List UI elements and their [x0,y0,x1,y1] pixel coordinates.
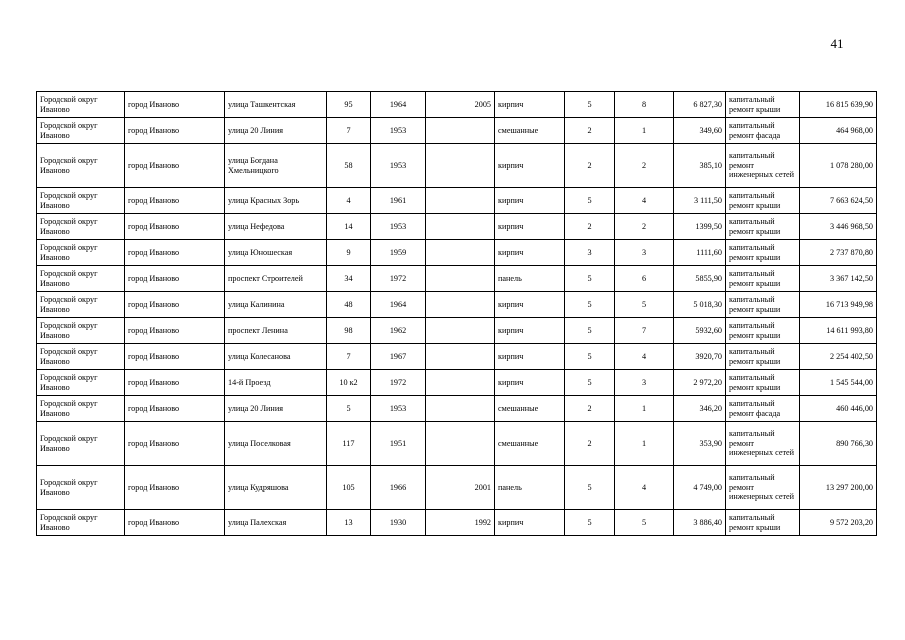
entrances-cell: 3 [615,370,674,396]
year-renovated-cell: 1992 [426,510,495,536]
house-number-cell: 58 [327,144,371,188]
street-cell: улица 20 Линия [225,118,327,144]
floors-cell: 2 [565,118,615,144]
work-type-cell: капитальный ремонт крыши [726,188,800,214]
area-cell: 3920,70 [674,344,726,370]
house-number-cell: 14 [327,214,371,240]
house-number-cell: 34 [327,266,371,292]
house-number-cell: 4 [327,188,371,214]
street-cell: проспект Строителей [225,266,327,292]
year-renovated-cell [426,118,495,144]
cost-cell: 3 367 142,50 [800,266,877,292]
street-cell: улица Красных Зорь [225,188,327,214]
year-built-cell: 1967 [371,344,426,370]
table-row [37,266,877,292]
district-cell: Городской округ Иваново [37,370,125,396]
entrances-cell: 5 [615,292,674,318]
table-row [37,118,877,144]
year-renovated-cell [426,370,495,396]
house-number-cell: 7 [327,118,371,144]
district-cell: Городской округ Иваново [37,214,125,240]
entrances-cell: 1 [615,396,674,422]
table-row [37,188,877,214]
house-number-cell: 7 [327,344,371,370]
wall-material-cell: кирпич [495,144,565,188]
wall-material-cell: кирпич [495,344,565,370]
work-type-cell: капитальный ремонт инженерных сетей [726,144,800,188]
floors-cell: 2 [565,144,615,188]
table-row [37,344,877,370]
year-renovated-cell: 2005 [426,92,495,118]
wall-material-cell: кирпич [495,92,565,118]
floors-cell: 2 [565,396,615,422]
area-cell: 2 972,20 [674,370,726,396]
cost-cell: 890 766,30 [800,422,877,466]
work-type-cell: капитальный ремонт крыши [726,92,800,118]
wall-material-cell: кирпич [495,370,565,396]
entrances-cell: 8 [615,92,674,118]
cost-cell: 14 611 993,80 [800,318,877,344]
area-cell: 353,90 [674,422,726,466]
table-row [37,92,877,118]
district-cell: Городской округ Иваново [37,344,125,370]
year-built-cell: 1930 [371,510,426,536]
district-cell: Городской округ Иваново [37,422,125,466]
house-number-cell: 95 [327,92,371,118]
street-cell: улица Поселковая [225,422,327,466]
city-cell: город Иваново [125,144,225,188]
cost-cell: 1 545 544,00 [800,370,877,396]
street-cell: улица Юношеская [225,240,327,266]
area-cell: 4 749,00 [674,466,726,510]
street-cell: улица Нефедова [225,214,327,240]
district-cell: Городской округ Иваново [37,118,125,144]
year-built-cell: 1966 [371,466,426,510]
wall-material-cell: кирпич [495,292,565,318]
district-cell: Городской округ Иваново [37,188,125,214]
work-type-cell: капитальный ремонт крыши [726,344,800,370]
year-built-cell: 1972 [371,370,426,396]
cost-cell: 7 663 624,50 [800,188,877,214]
area-cell: 1399,50 [674,214,726,240]
cost-cell: 13 297 200,00 [800,466,877,510]
year-built-cell: 1962 [371,318,426,344]
wall-material-cell: кирпич [495,510,565,536]
year-built-cell: 1951 [371,422,426,466]
wall-material-cell: панель [495,266,565,292]
entrances-cell: 4 [615,188,674,214]
year-renovated-cell [426,344,495,370]
area-cell: 3 111,50 [674,188,726,214]
floors-cell: 5 [565,370,615,396]
cost-cell: 16 713 949,98 [800,292,877,318]
work-type-cell: капитальный ремонт крыши [726,240,800,266]
year-built-cell: 1953 [371,144,426,188]
house-number-cell: 105 [327,466,371,510]
table-row [37,422,877,466]
work-type-cell: капитальный ремонт фасада [726,396,800,422]
year-renovated-cell [426,422,495,466]
street-cell: 14-й Проезд [225,370,327,396]
entrances-cell: 2 [615,214,674,240]
city-cell: город Иваново [125,318,225,344]
house-number-cell: 13 [327,510,371,536]
cost-cell: 2 254 402,50 [800,344,877,370]
house-number-cell: 98 [327,318,371,344]
year-built-cell: 1953 [371,396,426,422]
floors-cell: 3 [565,240,615,266]
district-cell: Городской округ Иваново [37,92,125,118]
entrances-cell: 5 [615,510,674,536]
cost-cell: 2 737 870,80 [800,240,877,266]
district-cell: Городской округ Иваново [37,240,125,266]
entrances-cell: 4 [615,466,674,510]
housing-repair-table [36,91,877,536]
area-cell: 6 827,30 [674,92,726,118]
floors-cell: 5 [565,510,615,536]
city-cell: город Иваново [125,422,225,466]
wall-material-cell: кирпич [495,188,565,214]
year-renovated-cell [426,188,495,214]
year-renovated-cell [426,214,495,240]
area-cell: 5932,60 [674,318,726,344]
city-cell: город Иваново [125,344,225,370]
house-number-cell: 117 [327,422,371,466]
house-number-cell: 10 к2 [327,370,371,396]
city-cell: город Иваново [125,510,225,536]
wall-material-cell: панель [495,466,565,510]
area-cell: 385,10 [674,144,726,188]
floors-cell: 5 [565,292,615,318]
work-type-cell: капитальный ремонт инженерных сетей [726,422,800,466]
table-row [37,370,877,396]
cost-cell: 464 968,00 [800,118,877,144]
city-cell: город Иваново [125,292,225,318]
district-cell: Городской округ Иваново [37,266,125,292]
floors-cell: 5 [565,266,615,292]
floors-cell: 2 [565,214,615,240]
area-cell: 1111,60 [674,240,726,266]
house-number-cell: 48 [327,292,371,318]
wall-material-cell: смешанные [495,422,565,466]
city-cell: город Иваново [125,240,225,266]
work-type-cell: капитальный ремонт крыши [726,510,800,536]
table-row [37,214,877,240]
floors-cell: 5 [565,92,615,118]
table-row [37,318,877,344]
table-row [37,396,877,422]
year-built-cell: 1961 [371,188,426,214]
cost-cell: 16 815 639,90 [800,92,877,118]
table-row [37,292,877,318]
work-type-cell: капитальный ремонт крыши [726,214,800,240]
city-cell: город Иваново [125,118,225,144]
wall-material-cell: кирпич [495,240,565,266]
work-type-cell: капитальный ремонт крыши [726,292,800,318]
year-built-cell: 1964 [371,92,426,118]
street-cell: улица Кудряшова [225,466,327,510]
cost-cell: 1 078 280,00 [800,144,877,188]
district-cell: Городской округ Иваново [37,396,125,422]
table-row [37,240,877,266]
entrances-cell: 2 [615,144,674,188]
year-renovated-cell: 2001 [426,466,495,510]
floors-cell: 5 [565,188,615,214]
house-number-cell: 9 [327,240,371,266]
street-cell: улица Калинина [225,292,327,318]
area-cell: 3 886,40 [674,510,726,536]
floors-cell: 2 [565,422,615,466]
wall-material-cell: кирпич [495,214,565,240]
entrances-cell: 3 [615,240,674,266]
year-built-cell: 1959 [371,240,426,266]
page-number: 41 [830,36,844,51]
cost-cell: 9 572 203,20 [800,510,877,536]
cost-cell: 460 446,00 [800,396,877,422]
wall-material-cell: смешанные [495,396,565,422]
city-cell: город Иваново [125,266,225,292]
area-cell: 346,20 [674,396,726,422]
year-renovated-cell [426,240,495,266]
work-type-cell: капитальный ремонт крыши [726,318,800,344]
street-cell: улица Богдана Хмельницкого [225,144,327,188]
entrances-cell: 7 [615,318,674,344]
city-cell: город Иваново [125,370,225,396]
city-cell: город Иваново [125,188,225,214]
year-renovated-cell [426,318,495,344]
city-cell: город Иваново [125,92,225,118]
entrances-cell: 4 [615,344,674,370]
area-cell: 349,60 [674,118,726,144]
district-cell: Городской округ Иваново [37,318,125,344]
work-type-cell: капитальный ремонт инженерных сетей [726,466,800,510]
floors-cell: 5 [565,344,615,370]
entrances-cell: 6 [615,266,674,292]
street-cell: улица Палехская [225,510,327,536]
year-built-cell: 1953 [371,118,426,144]
table-body [37,92,877,536]
wall-material-cell: кирпич [495,318,565,344]
cost-cell: 3 446 968,50 [800,214,877,240]
district-cell: Городской округ Иваново [37,144,125,188]
work-type-cell: капитальный ремонт фасада [726,118,800,144]
year-built-cell: 1953 [371,214,426,240]
work-type-cell: капитальный ремонт крыши [726,266,800,292]
area-cell: 5 018,30 [674,292,726,318]
entrances-cell: 1 [615,118,674,144]
city-cell: город Иваново [125,214,225,240]
street-cell: улица Колесанова [225,344,327,370]
house-number-cell: 5 [327,396,371,422]
floors-cell: 5 [565,466,615,510]
table-row [37,510,877,536]
district-cell: Городской округ Иваново [37,510,125,536]
entrances-cell: 1 [615,422,674,466]
city-cell: город Иваново [125,466,225,510]
year-built-cell: 1972 [371,266,426,292]
district-cell: Городской округ Иваново [37,292,125,318]
year-renovated-cell [426,292,495,318]
street-cell: улица 20 Линия [225,396,327,422]
wall-material-cell: смешанные [495,118,565,144]
table-row [37,144,877,188]
year-renovated-cell [426,396,495,422]
year-renovated-cell [426,266,495,292]
work-type-cell: капитальный ремонт крыши [726,370,800,396]
city-cell: город Иваново [125,396,225,422]
street-cell: улица Ташкентская [225,92,327,118]
year-built-cell: 1964 [371,292,426,318]
district-cell: Городской округ Иваново [37,466,125,510]
street-cell: проспект Ленина [225,318,327,344]
year-renovated-cell [426,144,495,188]
floors-cell: 5 [565,318,615,344]
area-cell: 5855,90 [674,266,726,292]
table-row [37,466,877,510]
